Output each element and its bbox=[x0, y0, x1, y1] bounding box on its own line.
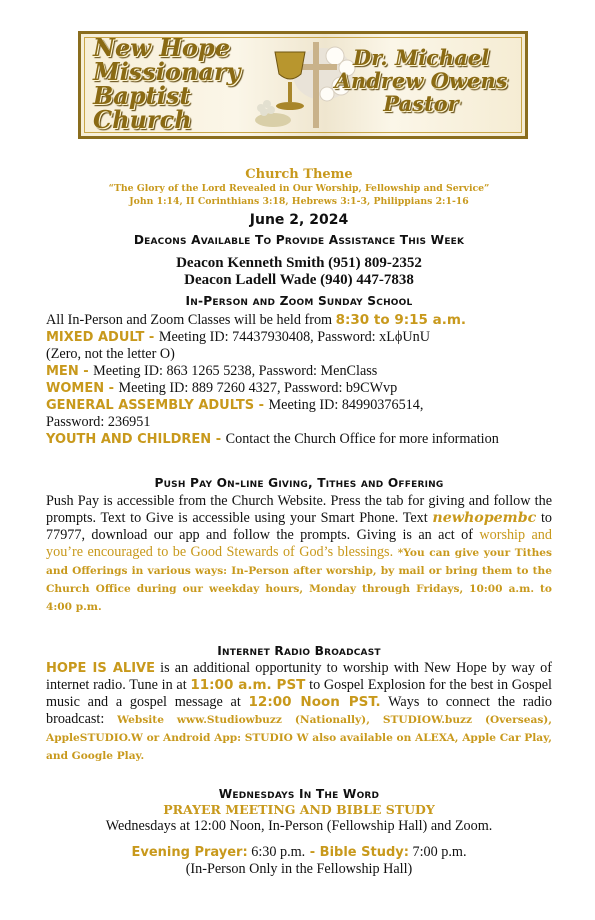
mixed-adult-class: MIXED ADULT - Meeting ID: 74437930408, Password: xLϕUnU bbox=[46, 329, 430, 345]
deacon-contact-2: Deacon Ladell Wade (940) 447-7838 bbox=[184, 272, 414, 288]
deacons-heading: Deacons Available To Provide Assistance This Week bbox=[133, 233, 465, 247]
general-assembly-class: GENERAL ASSEMBLY ADULTS - Meeting ID: 84990376514, bbox=[46, 397, 424, 413]
wednesdays-subheading: PRAYER MEETING AND BIBLE STUDY bbox=[163, 802, 435, 817]
radio-time-1: 11:00 a.m. PST bbox=[190, 677, 306, 693]
sunday-school-heading: In-Person and Zoom Sunday School bbox=[185, 294, 413, 308]
push-pay-heading: Push Pay On-line Giving, Tithes and Offering bbox=[154, 476, 444, 490]
bulletin-date: June 2, 2024 bbox=[249, 212, 349, 228]
wednesday-evening-schedule: Evening Prayer: 6:30 p.m. - Bible Study: 7:00 p.m. bbox=[131, 844, 467, 860]
wednesday-in-person-note: (In-Person Only in the Fellowship Hall) bbox=[185, 861, 413, 877]
women-class: WOMEN - Meeting ID: 889 7260 4327, Password: b9CWvp bbox=[46, 380, 398, 396]
men-class: MEN - Meeting ID: 863 1265 5238, Password: MenClass bbox=[46, 363, 378, 379]
mixed-adult-note: (Zero, not the letter O) bbox=[46, 346, 175, 362]
radio-body: HOPE IS ALIVE is an additional opportunity to worship with New Hope by way of internet radio. Tune in at 11:00 a.m. PST to Gospel Explosion for the best in Gospel music and a gospel message at 12:00 Noon PST. Ways to connect the radio broadcast: Website www.Studiowbuzz (Nationally), STUDIOW.buzz (Overseas), AppleSTUDIO.W or Android App: STUDIO W also available on ALEXA, Apple Car Play, and Google Play. bbox=[46, 660, 552, 762]
church-name: New Hope Missionary Baptist Church bbox=[93, 33, 241, 134]
sunday-school-time: 8:30 to 9:15 a.m. bbox=[335, 312, 467, 328]
theme-scripture-refs: John 1:14, II Corinthians 3:18, Hebrews 3:1-3, Philippians 2:1-16 bbox=[129, 196, 469, 207]
youth-children-class: YOUTH AND CHILDREN - Contact the Church Office for more information bbox=[46, 431, 499, 447]
worship-encouragement: worship and you’re encouraged to be Good Stewards of God’s blessings. bbox=[46, 527, 552, 560]
deacon-contact-1: Deacon Kenneth Smith (951) 809-2352 bbox=[176, 255, 422, 271]
push-pay-body: Push Pay is accessible from the Church Website. Press the tab for giving and follow the prompts. Text to Give is accessible using your Smart Phone. Text newhopembc to 77977, download our app and follow the prompts. Giving is an act of worship and you’re encouraged to be Good Stewards of God’s blessings. *You can give your Tithes and Offerings in various ways: In-Person after worship, by mail or bring them to the Church Office during our weekday hours, Monday through Fridays, 10:00 a.m. to 4:00 p.m. bbox=[46, 493, 552, 613]
radio-heading: Internet Radio Broadcast bbox=[217, 644, 381, 658]
hope-is-alive-label: HOPE IS ALIVE bbox=[46, 661, 155, 676]
wednesdays-text: Wednesdays at 12:00 Noon, In-Person (Fellowship Hall) and Zoom. bbox=[105, 818, 493, 834]
radio-time-2: 12:00 Noon PST. bbox=[248, 694, 381, 710]
sunday-school-section bbox=[46, 312, 552, 448]
wednesdays-heading: Wednesdays In The Word bbox=[218, 787, 380, 801]
giving-ways: *You can give your Tithes and Offerings in various ways: In-Person after worship, by mail or bring them to the Church Office during our weekday hours, Monday through Fridays, 10:00 a.m. to 4:00 p.m. bbox=[46, 547, 552, 613]
general-assembly-password: Password: 236951 bbox=[46, 414, 151, 430]
theme-quote: “The Glory of the Lord Revealed in Our Worship, Fellowship and Service” bbox=[108, 183, 490, 194]
radio-connect-ways: Website www.Studiowbuzz (Nationally), STUDIOW.buzz (Overseas), AppleSTUDIO.W or Android App: STUDIO W also available on ALEXA, Apple Car Play, and Google Play. bbox=[46, 714, 552, 762]
sunday-school-intro: All In-Person and Zoom Classes will be held from 8:30 to 9:15 a.m. bbox=[46, 312, 467, 328]
pastor-name: Dr. Michael Andrew Owens Pastor bbox=[334, 45, 508, 116]
theme-title: Church Theme bbox=[245, 167, 353, 182]
header-banner bbox=[78, 31, 528, 139]
text-keyword: newhopembc bbox=[432, 510, 537, 526]
